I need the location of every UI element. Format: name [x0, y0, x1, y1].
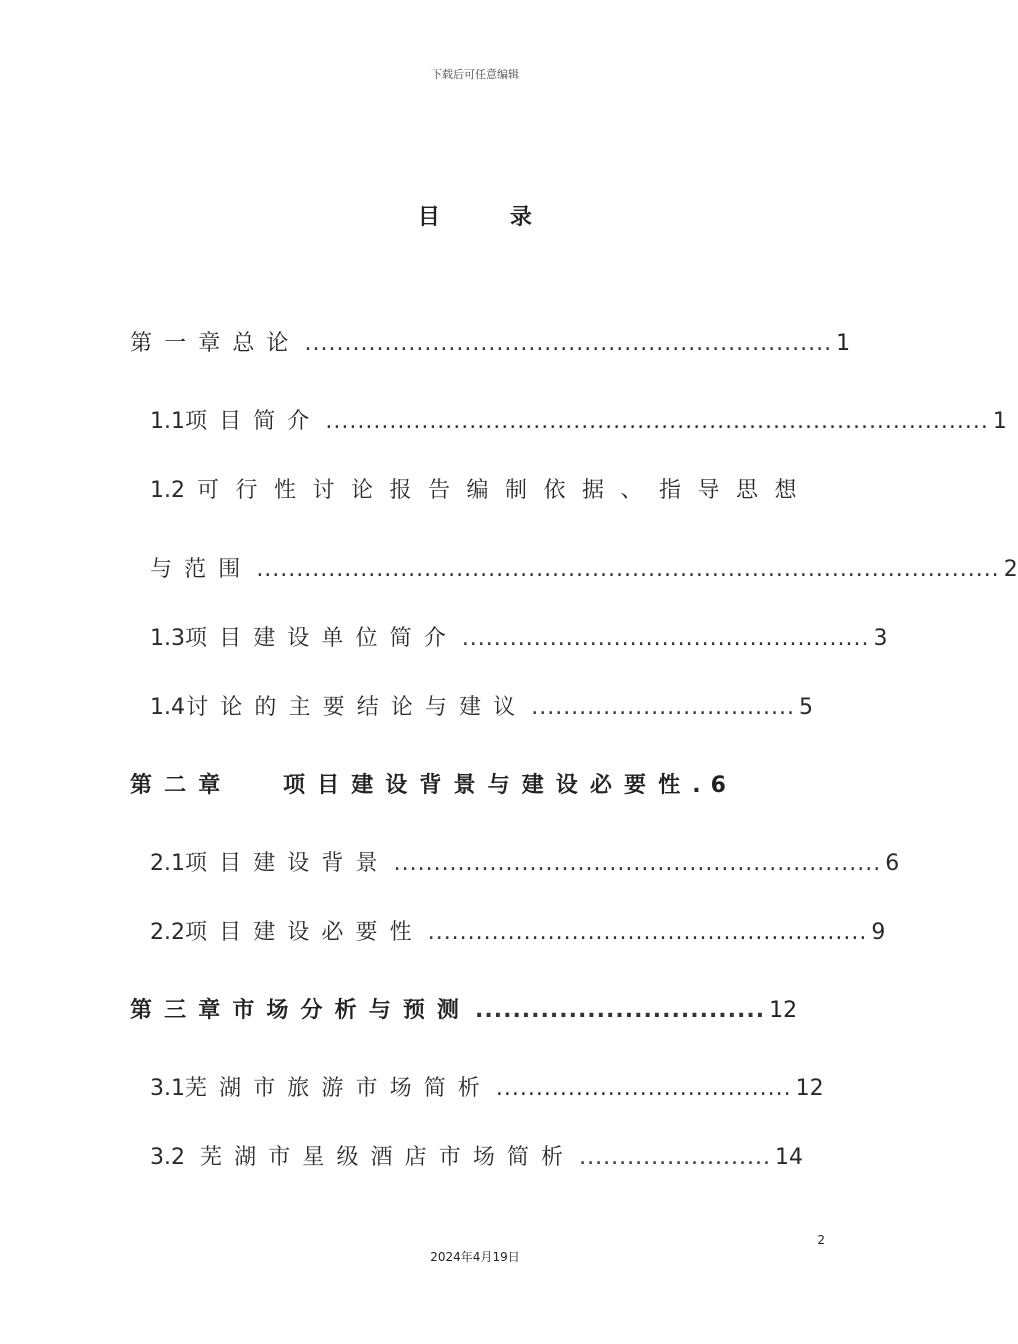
toc-page-number: 6 [885, 851, 900, 876]
toc-chapter-number: 第二章 [130, 773, 233, 798]
toc-leader-dots: ................................................... [461, 626, 870, 651]
toc-entry-label: 项目简介 [185, 409, 322, 434]
toc-leader-dots: ........................ [579, 1145, 771, 1170]
toc-entry-1-4[interactable] [150, 690, 813, 721]
toc-entry-label: 可行性讨论报告编制依据、指导思想 [196, 478, 813, 503]
toc-page-number: 9 [871, 920, 886, 945]
toc-entry-label: 芜湖市星级酒店市场简析 [200, 1145, 576, 1170]
toc-entry-label: 项目建设背景 [185, 851, 390, 876]
toc-section-number: 1.2 [150, 478, 185, 503]
toc-section-number: 1.1 [150, 409, 185, 434]
toc-entry-chapter-3[interactable] [130, 993, 798, 1024]
toc-page-number: 12 [769, 998, 798, 1023]
toc-leader-dots: . [692, 773, 701, 798]
toc-page-number: 1 [836, 331, 851, 356]
toc-leader-dots: ............................... [475, 998, 766, 1023]
toc-chapter-number: 第三章 [130, 998, 233, 1023]
toc-section-number: 2.2 [150, 920, 185, 945]
toc-entry-label: 项目建设背景与建设必要性 [283, 773, 693, 798]
toc-page-number: 2 [1003, 557, 1018, 582]
toc-leader-dots: ............................................................. [393, 851, 882, 876]
toc-entry-3-2[interactable] [150, 1140, 803, 1171]
toc-section-number: 3.1 [150, 1076, 185, 1101]
toc-title: 目 录 [417, 205, 533, 230]
toc-entry-label: 与范围 [150, 557, 253, 582]
toc-leader-dots: ....................................................... [427, 920, 868, 945]
toc-entry-label: 芜湖市旅游市场简析 [185, 1076, 492, 1101]
header-note: 下载后可任意编辑 [431, 68, 519, 81]
page-number: 2 [817, 1233, 825, 1247]
toc-leader-dots: ..................................... [495, 1076, 792, 1101]
toc-leader-dots: ............................................................................................. [256, 557, 1000, 582]
toc-section-number: 1.4 [150, 695, 185, 720]
toc-section-number: 1.3 [150, 626, 185, 651]
toc-entry-1-2-continued[interactable] [150, 552, 1018, 583]
toc-entry-3-1[interactable] [150, 1071, 824, 1102]
toc-entry-label: 项目建设必要性 [185, 920, 424, 945]
toc-entry-label: 市场分析与预测 [232, 998, 472, 1023]
toc-entry-chapter-2[interactable] [130, 768, 790, 799]
toc-entry-2-2[interactable] [150, 915, 886, 946]
toc-section-number: 3.2 [150, 1145, 185, 1170]
toc-entry-label: 总论 [232, 331, 301, 356]
toc-entry-2-1[interactable] [150, 846, 900, 877]
toc-page-number: 1 [992, 409, 1007, 434]
toc-section-number: 2.1 [150, 851, 185, 876]
toc-chapter-number: 第一章 [130, 331, 233, 356]
toc-entry-label: 讨论的主要结论与建议 [186, 695, 528, 720]
toc-entry-1-1[interactable] [150, 404, 1007, 435]
toc-leader-dots: .................................................................. [304, 331, 833, 356]
toc-page-number: 14 [775, 1145, 803, 1170]
toc-entry-chapter-1[interactable] [130, 326, 851, 357]
toc-entry-label: 项目建设单位简介 [185, 626, 458, 651]
toc-entry-1-3[interactable] [150, 621, 888, 652]
toc-page-number: 5 [799, 695, 813, 720]
toc-entry-1-2[interactable] [150, 473, 813, 504]
toc-page-number: 12 [795, 1076, 824, 1101]
footer-date: 2024年4月19日 [430, 1250, 520, 1264]
toc-leader-dots: ................................................................................... [325, 409, 989, 434]
toc-page-number: 3 [873, 626, 888, 651]
toc-page-number: 6 [710, 773, 726, 798]
toc-leader-dots: ................................. [531, 695, 795, 720]
